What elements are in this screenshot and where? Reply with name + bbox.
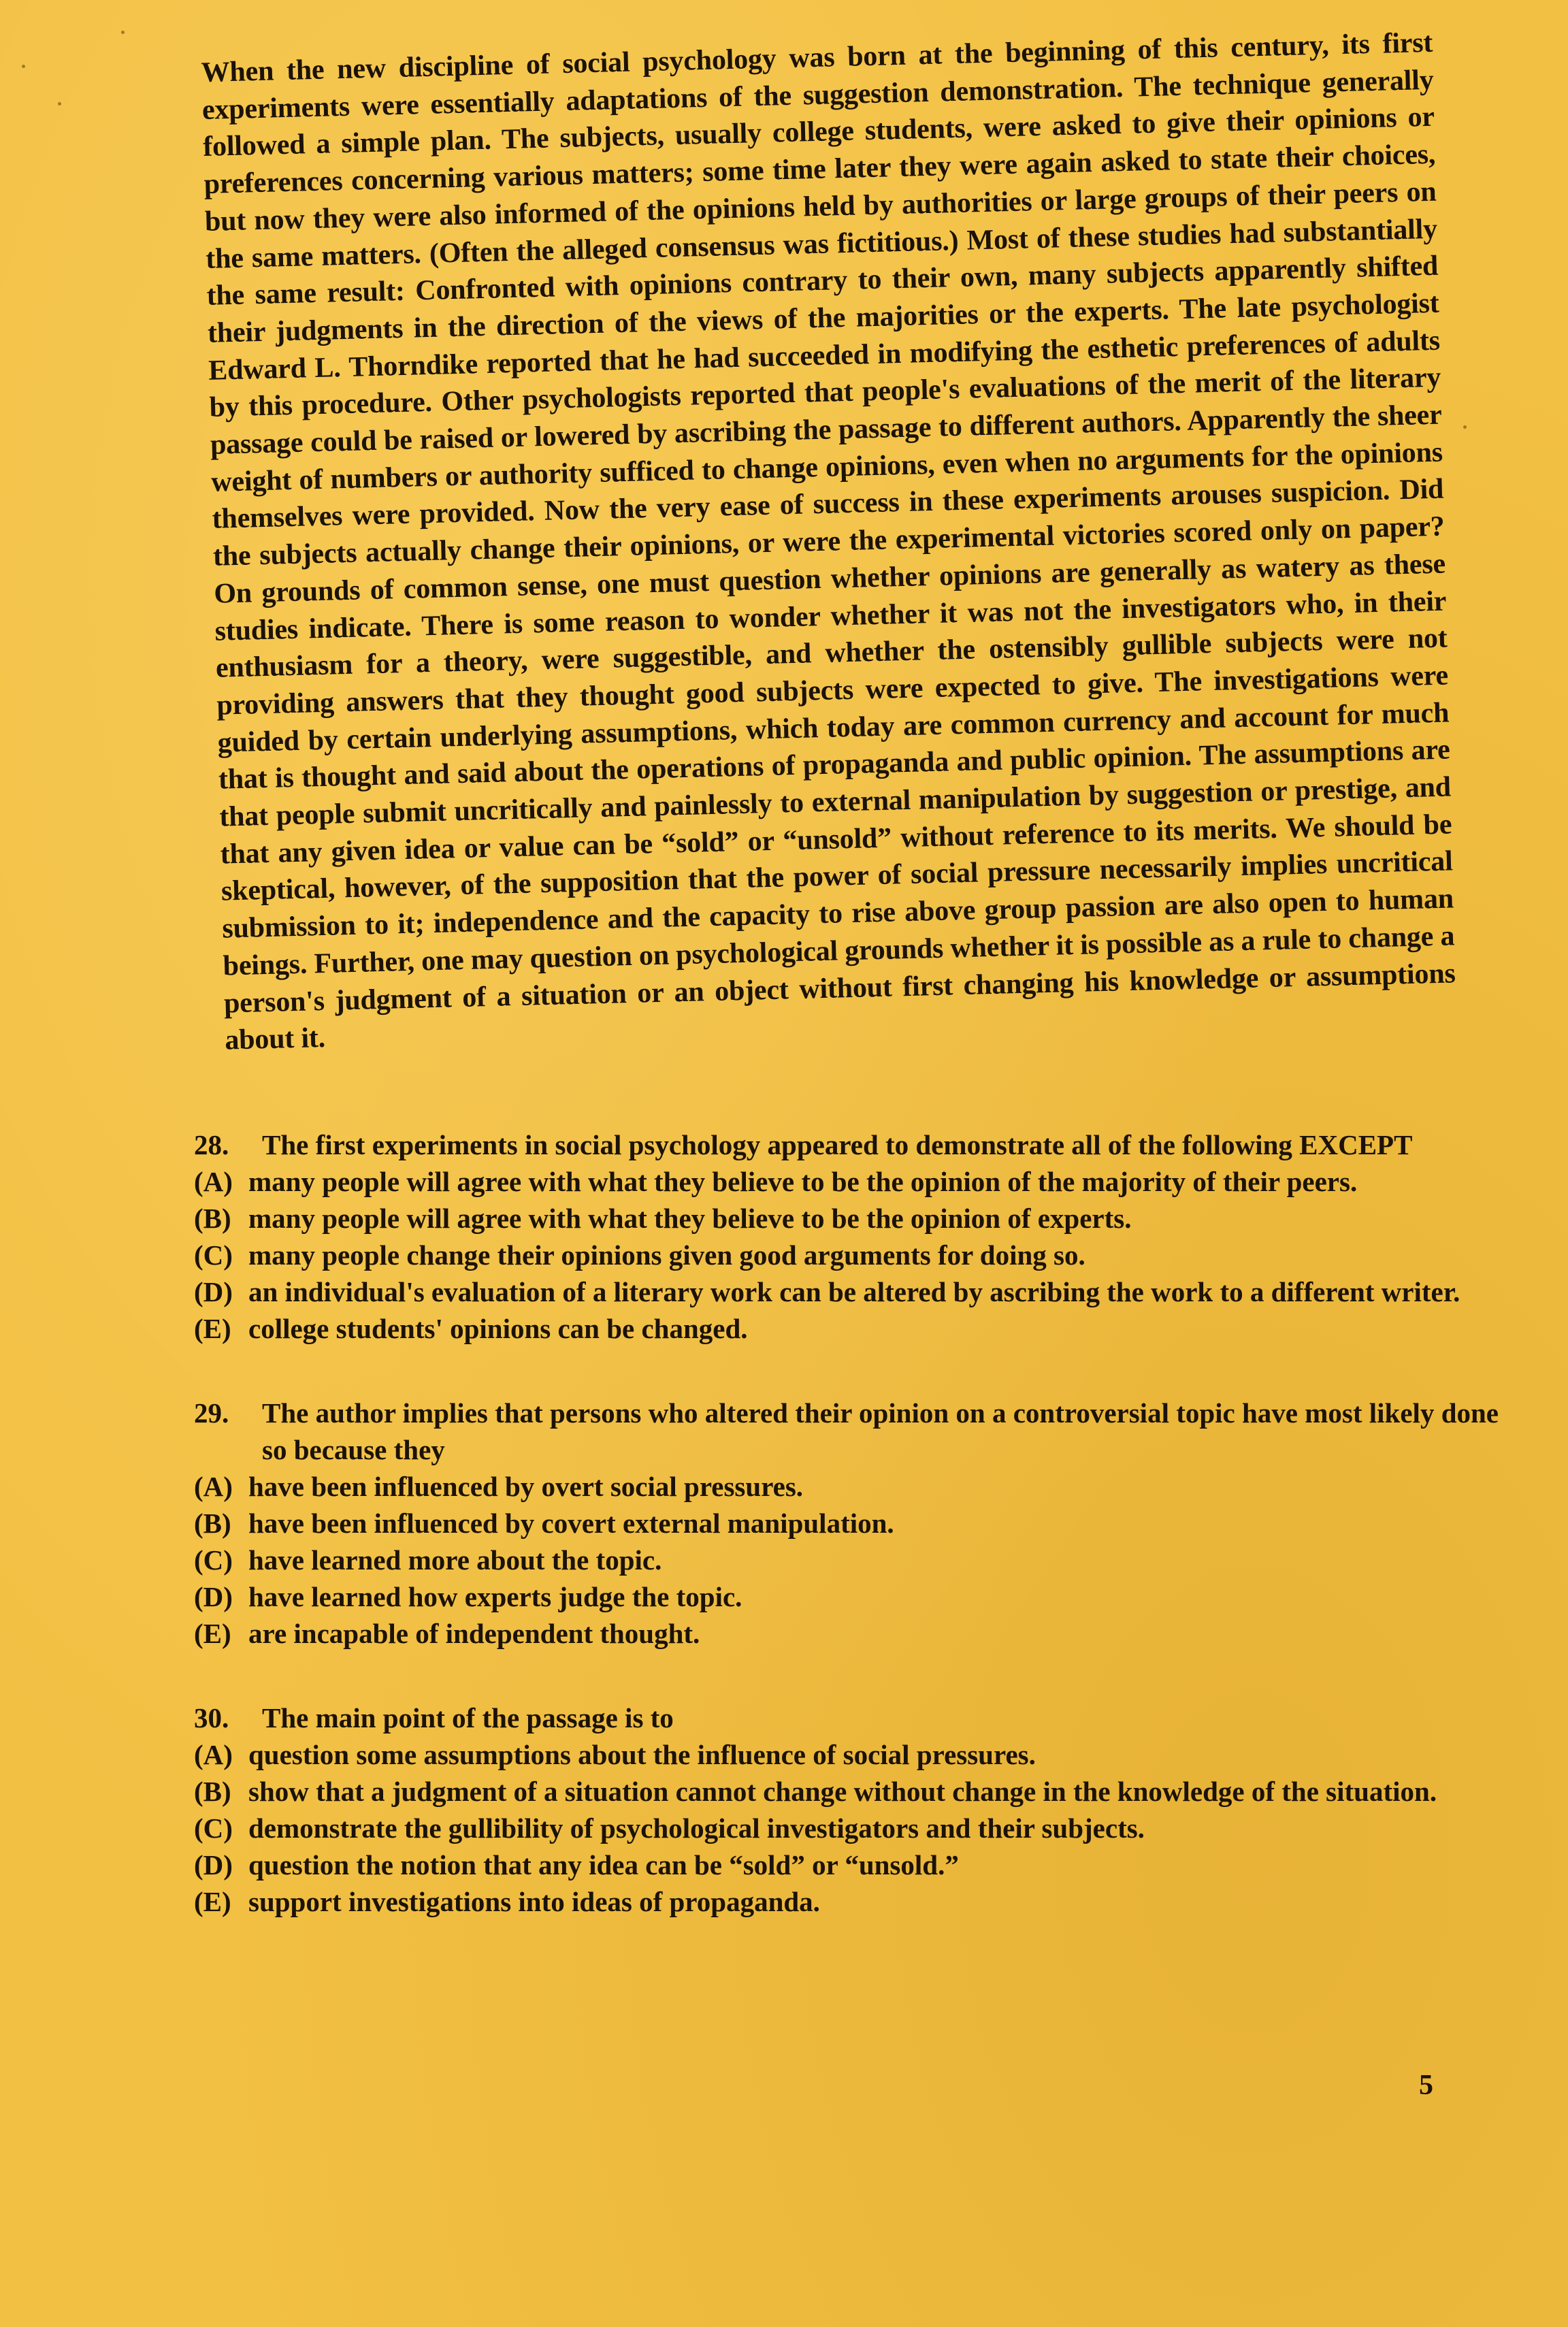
- option-text: college students' opinions can be changed.: [248, 1313, 748, 1344]
- option-text: an individual's evaluation of a literary work can be altered by ascribing the work to a different writer.: [248, 1276, 1460, 1307]
- option-text: have learned how experts judge the topic.: [248, 1581, 742, 1612]
- option-text: many people will agree with what they believe to be the opinion of the majority of their peers.: [248, 1166, 1358, 1197]
- option-letter: (D): [194, 1849, 233, 1881]
- option-text: question some assumptions about the influence of social pressures.: [248, 1739, 1036, 1770]
- answer-option[interactable]: [194, 1736, 1521, 1773]
- question-number: 28.: [194, 1129, 229, 1160]
- option-text: many people will agree with what they believe to be the opinion of experts.: [248, 1203, 1132, 1234]
- answer-option[interactable]: [194, 1468, 1521, 1505]
- option-letter: (A): [194, 1739, 233, 1770]
- question-28: [194, 1126, 1521, 1347]
- answer-option[interactable]: [194, 1773, 1521, 1810]
- option-letter: (A): [194, 1471, 233, 1502]
- option-letter: (B): [194, 1203, 231, 1234]
- option-letter: (C): [194, 1239, 233, 1271]
- question-text: The main point of the passage is to: [262, 1702, 674, 1734]
- option-text: many people change their opinions given good arguments for doing so.: [248, 1239, 1085, 1271]
- question-30: [194, 1699, 1521, 1920]
- paper-speck: [1463, 425, 1467, 429]
- question-stem: [194, 1699, 1521, 1736]
- answer-option[interactable]: [194, 1578, 1521, 1615]
- option-letter: (C): [194, 1544, 233, 1576]
- option-letter: (C): [194, 1812, 233, 1844]
- answer-option[interactable]: [194, 1200, 1521, 1237]
- option-letter: (E): [194, 1886, 231, 1917]
- paper-speck: [58, 102, 61, 105]
- option-text: have learned more about the topic.: [248, 1544, 662, 1576]
- option-letter: (B): [194, 1776, 231, 1807]
- question-number: 29.: [194, 1397, 229, 1429]
- answer-option[interactable]: [194, 1237, 1521, 1273]
- option-letter: (E): [194, 1313, 231, 1344]
- question-29: [194, 1395, 1521, 1652]
- option-letter: (D): [194, 1276, 233, 1307]
- paper-speck: [121, 31, 125, 34]
- answer-option[interactable]: [194, 1883, 1521, 1920]
- question-stem: [194, 1395, 1521, 1468]
- option-letter: (A): [194, 1166, 233, 1197]
- option-text: are incapable of independent thought.: [248, 1618, 700, 1649]
- answer-option[interactable]: [194, 1846, 1521, 1883]
- page-number: 5: [1419, 2070, 1433, 2101]
- option-text: have been influenced by overt social pressures.: [248, 1471, 804, 1502]
- option-letter: (D): [194, 1581, 233, 1612]
- option-text: support investigations into ideas of propaganda.: [248, 1886, 820, 1917]
- option-letter: (B): [194, 1508, 231, 1539]
- answer-option[interactable]: [194, 1810, 1521, 1846]
- question-text: The first experiments in social psychology appeared to demonstrate all of the following EXCEPT: [262, 1129, 1413, 1160]
- answer-option[interactable]: [194, 1542, 1521, 1578]
- paper-speck: [22, 65, 25, 68]
- option-text: have been influenced by covert external manipulation.: [248, 1508, 894, 1539]
- question-stem: [194, 1126, 1521, 1163]
- option-text: question the notion that any idea can be “sold” or “unsold.”: [248, 1849, 959, 1881]
- question-number: 30.: [194, 1702, 229, 1734]
- question-text: The author implies that persons who altered their opinion on a controversial topic have most likely done so because they: [262, 1397, 1499, 1465]
- option-text: show that a judgment of a situation cannot change without change in the knowledge of the situation.: [248, 1776, 1437, 1807]
- reading-passage: When the new discipline of social psychology was born at the beginning of this century, its first experiments were essentially adaptations of the suggestion demonstration. The technique generally followed a simple plan. The subjects, usually college students, were asked to give their opinions or preferences concerning various matters; some time later they were again asked to state their choices, but now they were also informed of the opinions held by authorities or large groups of their peers on the same matters. (Often the alleged consensus was fictitious.) Most of these studies had substantially the same result: Confronted with opinions contrary to their own, many subjects apparently shifted their judgments in the direction of the views of the majorities or the experts. The late psychologist Edward L. Thorndike reported that he had succeeded in modifying the esthetic preferences of adults by this procedure. Other psychologists reported that people's evaluations of the merit of the literary passage could be raised or lowered by ascribing the passage to different authors. Apparently the sheer weight of numbers or authority sufficed to change opinions, even when no arguments for the opinions themselves were provided. Now the very ease of success in these experiments arouses suspicion. Did the subjects actually change their opinions, or were the experimental victories scored only on paper? On grounds of common sense, one must question whether opinions are generally as watery as these studies indicate. There is some reason to wonder whether it was not the investigators who, in their enthusiasm for a theory, were suggestible, and whether the ostensibly gullible subjects were not providing answers that they thought good subjects were expected to give. The investigations were guided by certain underlying assumptions, which today are common currency and account for much that is thought and said about the operations of propaganda and public opinion. The assumptions are that people submit uncritically and painlessly to external manipulation by suggestion or prestige, and that any given idea or value can be “sold” or “unsold” without reference to its merits. We should be skeptical, however, of the supposition that the power of social pressure necessarily implies uncritical submission to it; independence and the capacity to rise above group passion are also open to human beings. Further, one may question on psychological grounds whether it is possible as a rule to change a person's judgment of a situation or an object without first changing his knowledge or assumptions about it.: [201, 27, 1456, 1056]
- answer-option[interactable]: [194, 1615, 1521, 1652]
- answer-option[interactable]: [194, 1310, 1521, 1347]
- answer-option[interactable]: [194, 1163, 1521, 1200]
- option-text: demonstrate the gullibility of psychological investigators and their subjects.: [248, 1812, 1145, 1844]
- option-letter: (E): [194, 1618, 231, 1649]
- answer-option[interactable]: [194, 1273, 1521, 1310]
- question-list: [194, 1126, 1521, 1968]
- answer-option[interactable]: [194, 1505, 1521, 1542]
